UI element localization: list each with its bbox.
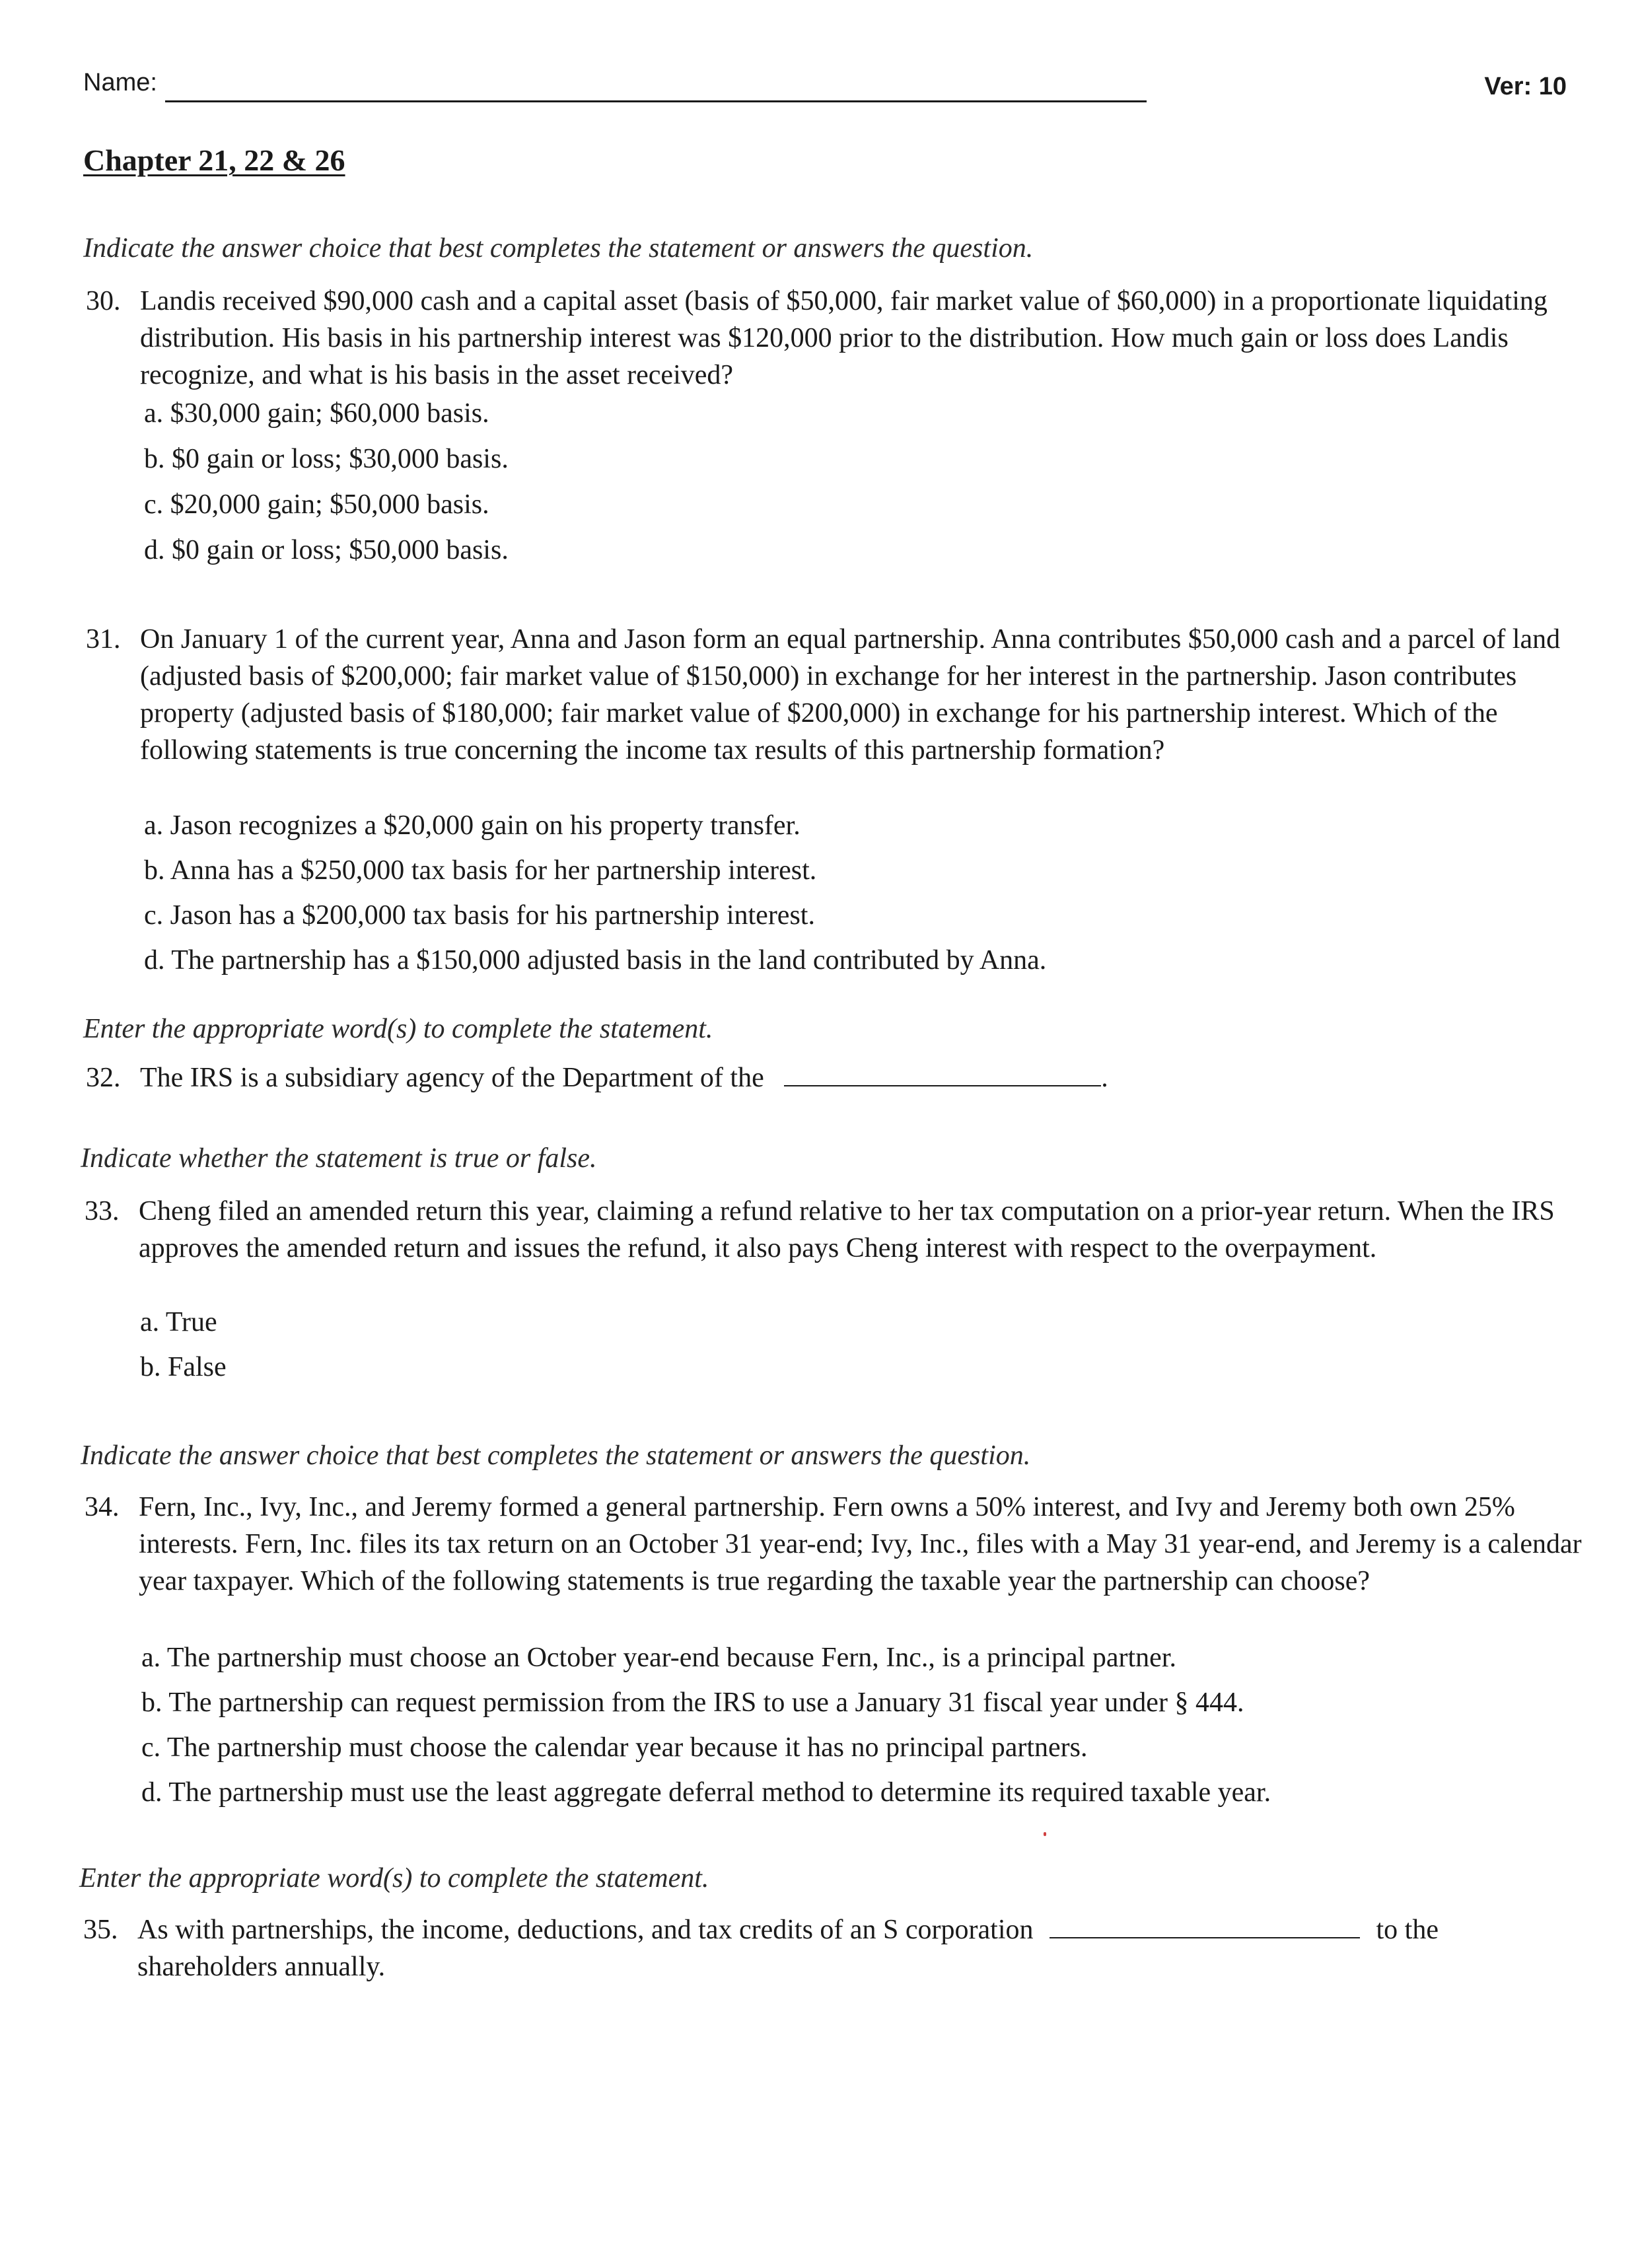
choice-a[interactable]: a. Jason recognizes a $20,000 gain on his property transfer. [144, 810, 801, 841]
question-number: 34. [85, 1492, 120, 1522]
question-number: 32. [86, 1063, 121, 1093]
instruction-true-false: Indicate whether the statement is true or false. [81, 1143, 597, 1174]
question-31 [86, 621, 1592, 769]
choice-c[interactable]: c. The partnership must choose the calendar year because it has no principal partners. [141, 1732, 1088, 1763]
choice-b[interactable]: b. Anna has a $250,000 tax basis for her partnership interest. [144, 855, 817, 886]
instruction-multiple-choice-2: Indicate the answer choice that best completes the statement or answers the question. [81, 1440, 1031, 1471]
instruction-multiple-choice: Indicate the answer choice that best completes the statement or answers the question. [83, 233, 1034, 264]
stray-mark [1044, 1832, 1046, 1836]
choice-d[interactable]: d. The partnership must use the least aggregate deferral method to determine its required taxable year. [141, 1777, 1271, 1808]
question-text: The IRS is a subsidiary agency of the Department of the [140, 1063, 764, 1093]
choice-b[interactable]: b. False [140, 1352, 227, 1382]
question-32 [86, 1059, 1592, 1096]
instruction-fill-in-2: Enter the appropriate word(s) to complete the statement. [79, 1863, 709, 1894]
question-text: Fern, Inc., Ivy, Inc., and Jeremy formed a general partnership. Fern owns a 50% interest, and Ivy and Jeremy both own 25% interests. Fern, Inc. files its tax return on an October 31 year-end; Ivy, Inc., files with a May 31 year-end, and Jeremy is a calendar year taxpayer. Which of the following statements is true regarding the taxable year the partnership can choose? [139, 1492, 1582, 1596]
question-text: On January 1 of the current year, Anna and Jason form an equal partnership. Anna contributes $50,000 cash and a parcel of land (adjusted basis of $200,000; fair market value of $150,000) in exchange for her interest in the partnership. Jason contributes property (adjusted basis of $180,000; fair market value of $200,000) in exchange for his partnership interest. Which of the following statements is true concerning the income tax results of this partnership formation? [140, 624, 1561, 765]
question-text-end: . [1101, 1063, 1108, 1093]
question-33 [85, 1193, 1590, 1267]
choice-a[interactable]: a. True [140, 1307, 217, 1337]
instruction-fill-in: Enter the appropriate word(s) to complete the statement. [83, 1014, 713, 1044]
question-number: 31. [86, 624, 121, 655]
name-input-line[interactable] [165, 100, 1147, 102]
question-text-line-2: shareholders annually. [137, 1952, 386, 1982]
question-text-continued: to the [1376, 1915, 1439, 1945]
choice-b[interactable]: b. $0 gain or loss; $30,000 basis. [144, 444, 509, 474]
choice-b[interactable]: b. The partnership can request permission from the IRS to use a January 31 fiscal year under § 444. [141, 1687, 1244, 1718]
choice-c[interactable]: c. Jason has a $200,000 tax basis for his partnership interest. [144, 900, 815, 931]
choice-a[interactable]: a. $30,000 gain; $60,000 basis. [144, 398, 489, 429]
question-number: 35. [83, 1915, 118, 1945]
choice-c[interactable]: c. $20,000 gain; $50,000 basis. [144, 489, 489, 520]
question-30 [86, 283, 1592, 394]
name-label: Name: [83, 69, 157, 96]
question-text: As with partnerships, the income, deductions, and tax credits of an S corporation [137, 1915, 1034, 1945]
question-35 [83, 1911, 1589, 1985]
question-text: Cheng filed an amended return this year, claiming a refund relative to her tax computation on a prior-year return. When the IRS approves the amended return and issues the refund, it also pays Cheng interest with respect to the overpayment. [139, 1196, 1555, 1263]
question-number: 30. [86, 286, 121, 316]
choice-a[interactable]: a. The partnership must choose an October year-end because Fern, Inc., is a principal partner. [141, 1643, 1176, 1673]
question-number: 33. [85, 1196, 120, 1226]
chapter-title: Chapter 21, 22 & 26 [83, 143, 345, 177]
version-label: Ver: 10 [1484, 73, 1567, 100]
choice-d[interactable]: d. The partnership has a $150,000 adjusted basis in the land contributed by Anna. [144, 945, 1047, 975]
question-34 [85, 1489, 1590, 1600]
answer-blank[interactable] [784, 1063, 1101, 1086]
choice-d[interactable]: d. $0 gain or loss; $50,000 basis. [144, 535, 509, 565]
question-text: Landis received $90,000 cash and a capital asset (basis of $50,000, fair market value of $60,000) in a proportionate liquidating distribution. His basis in his partnership interest was $120,000 prior to the distribution. How much gain or loss does Landis recognize, and what is his basis in the asset received? [140, 286, 1548, 390]
answer-blank[interactable] [1050, 1915, 1360, 1938]
